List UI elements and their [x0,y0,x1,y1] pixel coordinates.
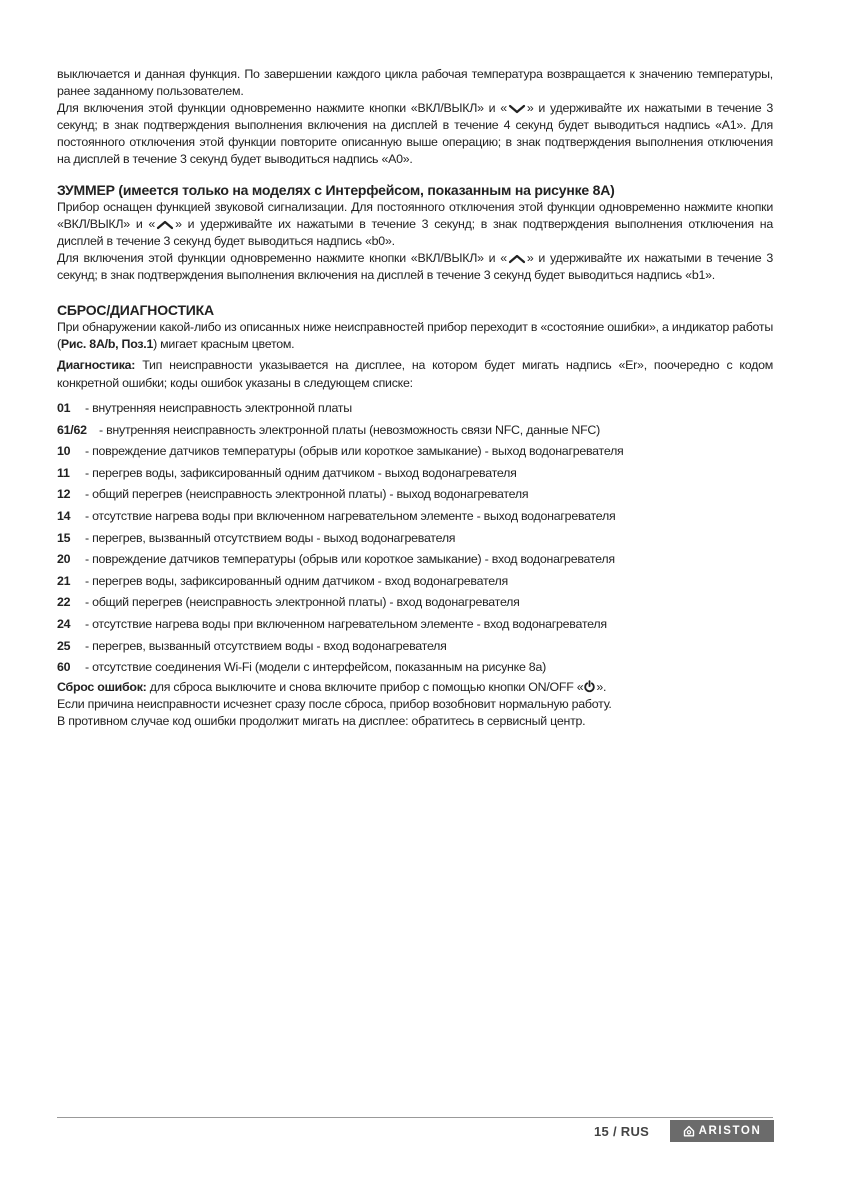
error-description: - внутренняя неисправность электронной платы [85,401,352,415]
error-description: - общий перегрев (неисправность электронной платы) - выход водонагревателя [85,487,529,502]
buzzer-heading: ЗУММЕР (имеется только на моделях с Интерфейсом, показанным на рисунке 8А) [57,182,615,198]
error-code: 25 [57,638,71,653]
list-item [57,420,773,442]
error-code: 60 [57,660,71,675]
intro-paragraph-1: выключается и данная функция. По завершении каждого цикла рабочая температура возвращается к значению температуры, ранее заданному пользователем. [57,67,773,98]
page-content [57,66,773,730]
list-item [57,463,773,485]
error-code: 14 [57,508,71,523]
reset-paragraph-1: При обнаружении какой-либо из описанных ниже неисправностей прибор переходит в «состояние ошибки», а индикатор работы (Рис. 8А/b, Поз.1) мигает красным цветом. [57,320,773,351]
diagnostics-label: Диагностика: [57,358,136,372]
error-description: - повреждение датчиков температуры (обрыв или короткое замыкание) - выход водонагревателя [85,444,624,459]
list-item [57,484,773,506]
error-description: - общий перегрев (неисправность электронной платы) - вход водонагревателя [85,595,520,610]
brand-name: ARISTON [698,1125,762,1137]
chevron-up-icon [156,220,174,230]
error-description: - отсутствие нагрева воды при включенном нагревательном элементе - выход водонагревателя [85,508,616,523]
error-code: 11 [57,465,70,480]
error-code: 21 [57,573,71,588]
list-item [57,571,773,593]
error-description: - отсутствие нагрева воды при включенном нагревательном элементе - вход водонагревателя [85,616,607,631]
list-item [57,398,773,420]
list-item [57,614,773,636]
reset-errors-paragraph: Сброс ошибок: для сброса выключите и снова включите прибор с помощью кнопки ON/OFF « ». [57,679,607,694]
list-item [57,528,773,550]
error-code: 24 [57,616,71,631]
error-code: 12 [57,487,71,502]
list-item [57,657,773,679]
error-description: - перегрев, вызванный отсутствием воды - выход водонагревателя [85,530,456,545]
intro-paragraph-2: Для включения этой функции одновременно нажмите кнопки «ВКЛ/ВЫКЛ» и « » и удерживайте их нажатыми в течение 3 секунд; в знак подтверждения выполнения включения на дисплей в течение 4 секунд будет выводиться надпись «A1». Для постоянного отключения этой функции повторите описанную выше операцию; в знак подтверждения выполнения отключения на дисплей в течение 3 секунд будет выводиться надпись «A0». [57,101,774,166]
chevron-down-icon [508,104,526,114]
brand-logo [670,1120,774,1142]
buzzer-paragraph-2: Для включения этой функции одновременно нажмите кнопки «ВКЛ/ВЫКЛ» и « » и удерживайте их нажатыми в течение 3 секунд; в знак подтверждения выполнения включения на дисплей в течение 3 секунд будет выводиться надпись «b1». [57,251,774,282]
error-description: - повреждение датчиков температуры (обрыв или короткое замыкание) - вход водонагревателя [85,552,615,567]
reset-heading: СБРОС/ДИАГНОСТИКА [57,302,214,318]
error-description: - внутренняя неисправность электронной платы (невозможность связи NFC, данные NFC) [99,422,601,437]
diagnostics-paragraph: Диагностика: Тип неисправности указывается на дисплее, на котором будет мигать надпись «Er», поочередно с кодом конкретной ошибки; коды ошибок указаны в следующем списке: [57,358,773,390]
list-item [57,506,773,528]
list-item [57,549,773,571]
footer-divider [57,1117,773,1118]
error-code: 10 [57,444,71,459]
error-code: 20 [57,552,71,567]
list-item [57,636,773,658]
reset-after-paragraph-1: Если причина неисправности исчезнет сразу после сброса, прибор возобновит нормальную работу. [57,696,612,711]
power-icon [583,680,596,693]
error-description: - перегрев воды, зафиксированный одним датчиком - выход водонагревателя [85,465,517,480]
error-code: 22 [57,595,71,610]
error-code: 15 [57,530,71,545]
error-code-list [57,398,773,679]
house-icon [683,1125,695,1137]
error-description: - перегрев, вызванный отсутствием воды - вход водонагревателя [85,638,447,653]
list-item [57,592,773,614]
chevron-up-icon [508,254,526,264]
error-description: - перегрев воды, зафиксированный одним датчиком - вход водонагревателя [85,573,508,588]
page-number: 15 / RUS [594,1124,650,1139]
error-code: 01 [57,401,71,415]
reset-errors-label: Сброс ошибок: [57,679,147,694]
error-code: 61/62 [57,422,87,437]
reset-after-paragraph-2: В противном случае код ошибки продолжит мигать на дисплее: обратитесь в сервисный центр. [57,713,586,728]
buzzer-paragraph-1: Прибор оснащен функцией звуковой сигнализации. Для постоянного отключения этой функции одновременно нажмите кнопки «ВКЛ/ВЫКЛ» и « » и удерживайте их нажатыми в течение 3 секунд; в знак подтверждения выполнения отключения на дисплей в течение 3 секунд будет выводиться надпись «b0». [57,200,773,248]
error-description: - отсутствие соединения Wi-Fi (модели с интерфейсом, показанным на рисунке 8a) [85,660,546,675]
figure-reference: Рис. 8А/b, Поз.1 [60,337,154,351]
list-item [57,441,773,463]
